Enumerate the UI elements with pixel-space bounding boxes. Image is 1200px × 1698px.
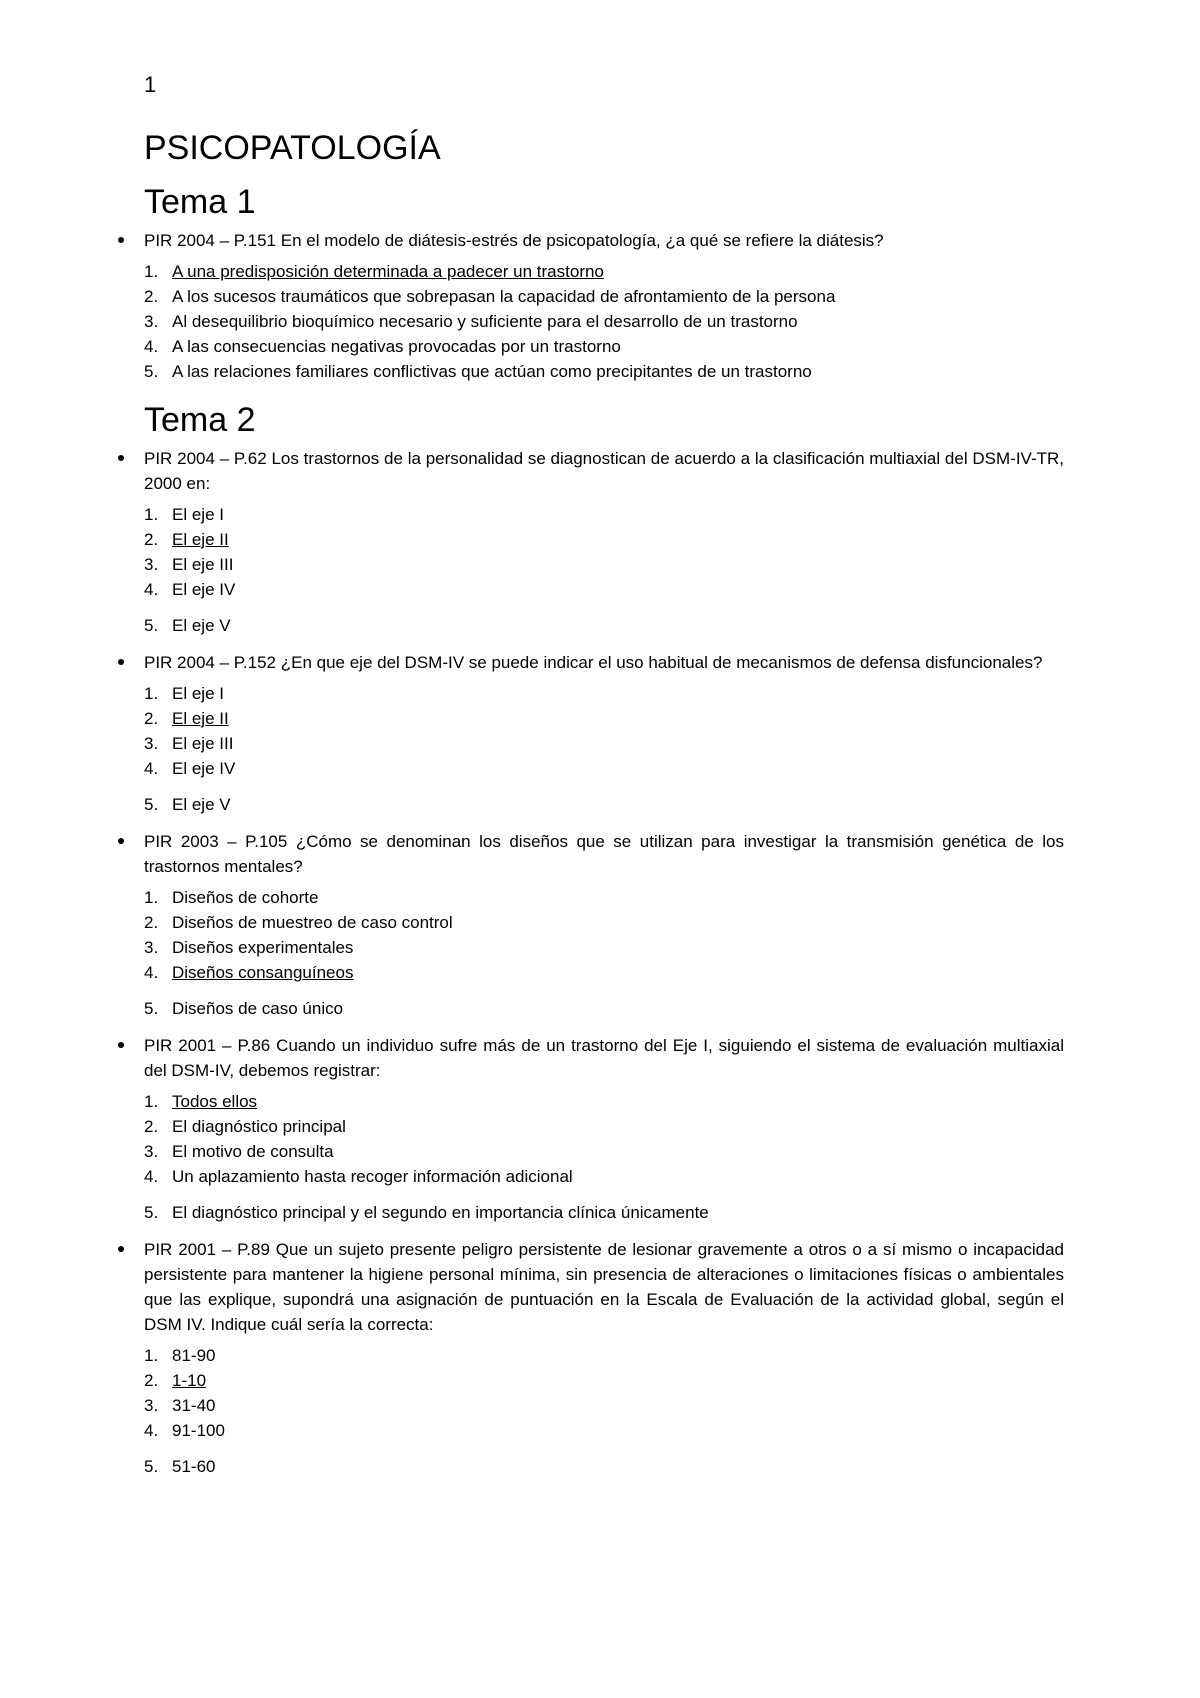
answer-option (144, 792, 1064, 817)
option-number: 3. (144, 1396, 159, 1415)
bullet-icon (118, 1042, 124, 1048)
answer-option (144, 960, 1064, 985)
option-text: A las relaciones familiares conflictivas que actúan como precipitantes de un trastorno (172, 362, 812, 381)
question-text: PIR 2003 – P.105 ¿Cómo se denominan los diseños que se utilizan para investigar la transmisión genética de los trastornos mentales? (144, 832, 1064, 876)
bullet-icon (118, 659, 124, 665)
page-number: 1 (144, 72, 157, 97)
question-text: PIR 2004 – P.152 ¿En que eje del DSM-IV se puede indicar el uso habitual de mecanismos de defensa disfuncionales? (144, 653, 1043, 672)
answer-option (144, 527, 1064, 552)
option-number: 5. (144, 999, 159, 1018)
answer-option (144, 1139, 1064, 1164)
option-number: 3. (144, 555, 159, 574)
option-number: 1. (144, 1092, 159, 1111)
option-text: Diseños de muestreo de caso control (172, 913, 453, 932)
option-number: 2. (144, 1117, 159, 1136)
question-text: PIR 2004 – P.151 En el modelo de diátesis-estrés de psicopatología, ¿a qué se refiere la diátesis? (144, 231, 884, 250)
bullet-icon (118, 1246, 124, 1252)
answer-option (144, 359, 1064, 384)
bullet-icon (118, 838, 124, 844)
answer-options (144, 885, 1064, 1021)
answer-option (144, 259, 1064, 284)
section-title: Tema 1 (144, 183, 256, 221)
answer-option (144, 910, 1064, 935)
question (144, 1033, 1064, 1225)
question (144, 829, 1064, 1021)
question (144, 446, 1064, 638)
correct-option-text: A una predisposición determinada a padecer un trastorno (172, 262, 604, 281)
answer-option (144, 577, 1064, 602)
option-text: 31-40 (172, 1396, 216, 1415)
correct-option-text: Todos ellos (172, 1092, 258, 1111)
answer-option (144, 681, 1064, 706)
answer-options (144, 259, 1064, 384)
option-text: El eje I (172, 505, 224, 524)
option-text: El diagnóstico principal (172, 1117, 346, 1136)
section-title: Tema 2 (144, 401, 256, 439)
option-text: Diseños experimentales (172, 938, 354, 957)
correct-option-text: El eje II (172, 709, 229, 728)
option-number: 1. (144, 684, 159, 703)
option-number: 2. (144, 530, 159, 549)
answer-option (144, 1343, 1064, 1368)
option-number: 5. (144, 795, 159, 814)
answer-option (144, 1200, 1064, 1225)
option-text: Diseños de cohorte (172, 888, 319, 907)
answer-option (144, 284, 1064, 309)
question (144, 1237, 1064, 1479)
option-text: El eje III (172, 734, 234, 753)
answer-option (144, 756, 1064, 781)
answer-option (144, 996, 1064, 1021)
correct-option-text: Diseños consanguíneos (172, 963, 354, 982)
option-number: 1. (144, 505, 159, 524)
answer-option (144, 1418, 1064, 1443)
answer-option (144, 1393, 1064, 1418)
answer-option (144, 1368, 1064, 1393)
question (144, 650, 1064, 817)
option-number: 4. (144, 580, 159, 599)
option-number: 2. (144, 913, 159, 932)
option-text: A los sucesos traumáticos que sobrepasan la capacidad de afrontamiento de la persona (172, 287, 836, 306)
option-number: 4. (144, 759, 159, 778)
answer-option (144, 706, 1064, 731)
option-number: 3. (144, 734, 159, 753)
option-number: 1. (144, 262, 159, 281)
option-text: El eje V (172, 616, 231, 635)
question (144, 228, 1064, 384)
answer-option (144, 731, 1064, 756)
answer-options (144, 1089, 1064, 1225)
option-number: 3. (144, 312, 159, 331)
answer-option (144, 935, 1064, 960)
option-number: 5. (144, 362, 159, 381)
bullet-icon (118, 237, 124, 243)
option-text: El eje IV (172, 759, 236, 778)
answer-option (144, 1454, 1064, 1479)
answer-option (144, 334, 1064, 359)
option-text: 51-60 (172, 1457, 216, 1476)
option-text: El eje I (172, 684, 224, 703)
answer-option (144, 1114, 1064, 1139)
correct-option-text: 1-10 (172, 1371, 207, 1390)
answer-option (144, 1089, 1064, 1114)
question-text: PIR 2001 – P.86 Cuando un individuo sufre más de un trastorno del Eje I, siguiendo el sistema de evaluación multiaxial del DSM-IV, debemos registrar: (144, 1036, 1064, 1080)
option-text: El eje IV (172, 580, 236, 599)
option-number: 1. (144, 888, 159, 907)
option-number: 3. (144, 938, 159, 957)
answer-options (144, 681, 1064, 817)
document-title: PSICOPATOLOGÍA (144, 129, 441, 167)
option-number: 5. (144, 1457, 159, 1476)
answer-option (144, 885, 1064, 910)
option-text: Diseños de caso único (172, 999, 344, 1018)
option-number: 4. (144, 963, 159, 982)
option-text: Al desequilibrio bioquímico necesario y suficiente para el desarrollo de un trastorno (172, 312, 798, 331)
answer-options (144, 1343, 1064, 1479)
option-number: 2. (144, 1371, 159, 1390)
answer-option (144, 552, 1064, 577)
option-text: El motivo de consulta (172, 1142, 334, 1161)
option-number: 4. (144, 337, 159, 356)
answer-options (144, 502, 1064, 638)
option-text: El eje V (172, 795, 231, 814)
option-text: Un aplazamiento hasta recoger información adicional (172, 1167, 573, 1186)
option-number: 3. (144, 1142, 159, 1161)
option-text: A las consecuencias negativas provocadas por un trastorno (172, 337, 621, 356)
option-number: 5. (144, 1203, 159, 1222)
option-number: 2. (144, 709, 159, 728)
option-text: El eje III (172, 555, 234, 574)
document-content (144, 126, 1064, 1479)
correct-option-text: El eje II (172, 530, 229, 549)
option-text: El diagnóstico principal y el segundo en importancia clínica únicamente (172, 1203, 709, 1222)
question-text: PIR 2004 – P.62 Los trastornos de la personalidad se diagnostican de acuerdo a la clasificación multiaxial del DSM-IV-TR, 2000 en: (144, 449, 1064, 493)
answer-option (144, 613, 1064, 638)
option-number: 5. (144, 616, 159, 635)
option-number: 4. (144, 1421, 159, 1440)
option-number: 4. (144, 1167, 159, 1186)
answer-option (144, 1164, 1064, 1189)
option-text: 91-100 (172, 1421, 225, 1440)
option-text: 81-90 (172, 1346, 216, 1365)
option-number: 2. (144, 287, 159, 306)
answer-option (144, 309, 1064, 334)
question-text: PIR 2001 – P.89 Que un sujeto presente peligro persistente de lesionar gravemente a otros o a sí mismo o incapacidad persistente para mantener la higiene personal mínima, sin presencia de alteraciones o limitaciones físicas o ambientales que las explique, supondrá una asignación de puntuación en la Escala de Evaluación de la actividad global, según el DSM IV. Indique cuál sería la correcta: (144, 1240, 1064, 1334)
option-number: 1. (144, 1346, 159, 1365)
bullet-icon (118, 455, 124, 461)
answer-option (144, 502, 1064, 527)
